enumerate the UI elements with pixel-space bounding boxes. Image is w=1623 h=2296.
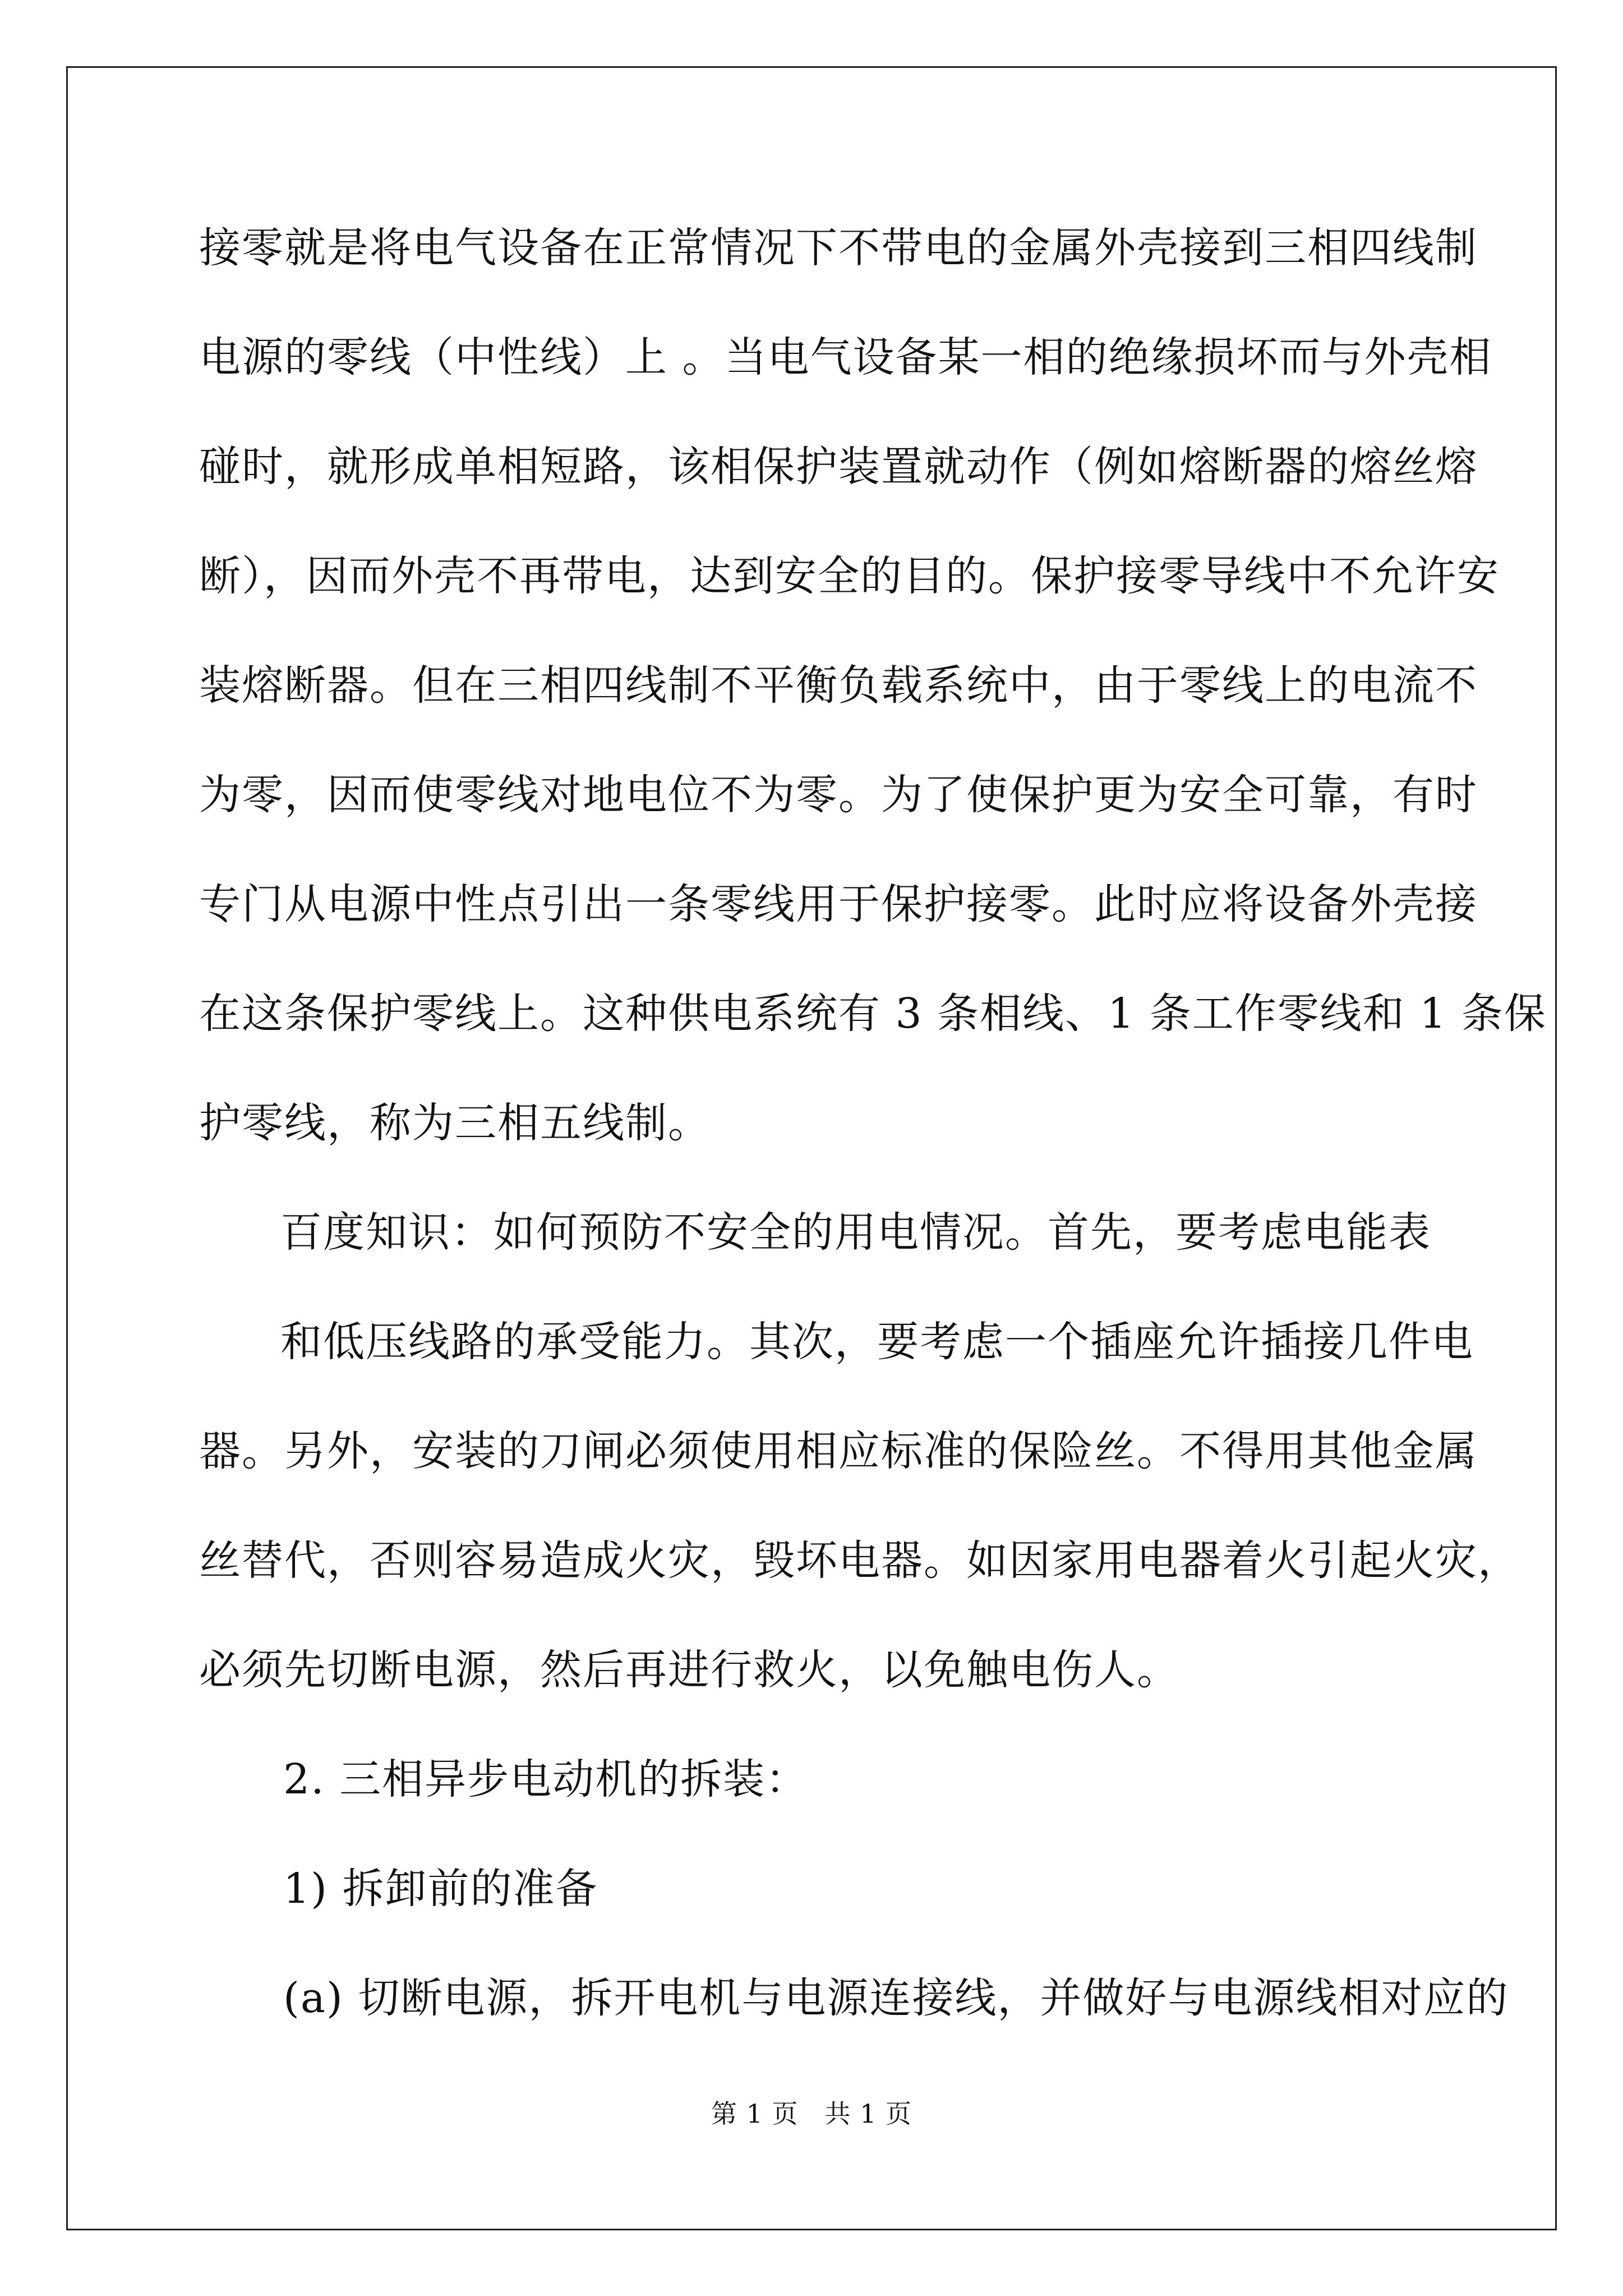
- text-line: 接零就是将电气设备在正常情况下不带电的金属外壳接到三相四线制: [199, 224, 1478, 272]
- text-line: 和低压线路的承受能力。其次，要考虑一个插座允许插接几件电: [280, 1318, 1474, 1366]
- text-line: 碰时，就形成单相短路，该相保护装置就动作（例如熔断器的熔丝熔: [199, 443, 1478, 491]
- text-line: 专门从电源中性点引出一条零线用于保护接零。此时应将设备外壳接: [199, 880, 1478, 928]
- section-heading: 2. 三相异步电动机的拆装：: [283, 1755, 809, 1803]
- text-line: (a) 切断电源，拆开电机与电源连接线，并做好与电源线相对应的: [283, 1974, 1509, 2022]
- text-line: 断），因而外壳不再带电，达到安全的目的。保护接零导线中不允许安: [199, 552, 1500, 600]
- text-line: 电源的零线（中性线）上 。当电气设备某一相的绝缘损坏而与外壳相: [199, 333, 1492, 381]
- text-line: 在这条保护零线上。这种供电系统有 3 条相线、1 条工作零线和 1 条保: [199, 990, 1547, 1038]
- subsection-heading: 1) 拆卸前的准备: [283, 1865, 598, 1913]
- text-line: 必须先切断电源，然后再进行救火，以免触电伤人。: [199, 1646, 1179, 1694]
- page-footer: 第 1 页 共 1 页: [711, 2099, 912, 2129]
- text-line: 护零线，称为三相五线制。: [199, 1099, 711, 1147]
- text-line: 器。另外，安装的刀闸必须使用相应标准的保险丝。不得用其他金属: [199, 1427, 1478, 1475]
- text-line: 百度知识：如何预防不安全的用电情况。首先，要考虑电能表: [280, 1208, 1431, 1257]
- text-line: 丝替代，否则容易造成火灾，毁坏电器。如因家用电器着火引起火灾，: [199, 1536, 1520, 1585]
- text-line: 装熔断器。但在三相四线制不平衡负载系统中，由于零线上的电流不: [199, 661, 1478, 710]
- text-line: 为零，因而使零线对地电位不为零。为了使保护更为安全可靠，有时: [199, 771, 1478, 819]
